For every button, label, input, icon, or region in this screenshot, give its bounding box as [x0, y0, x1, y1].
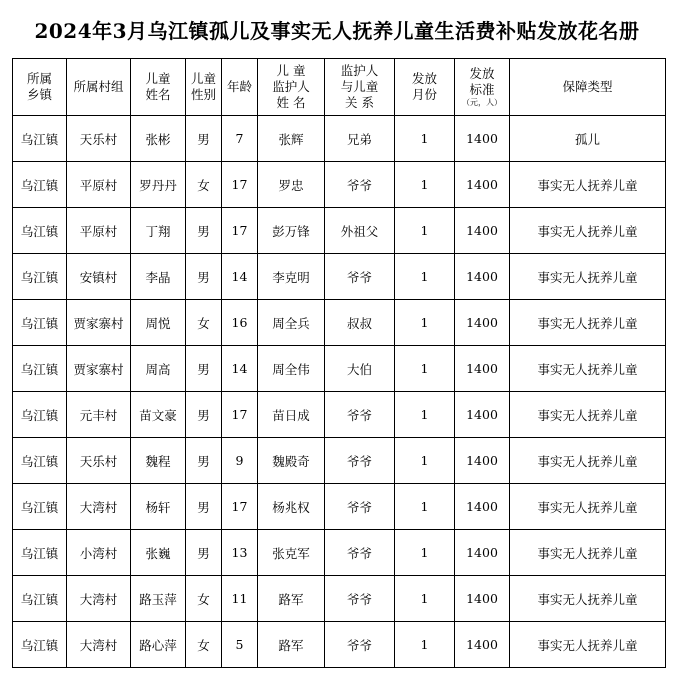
cell-child-gender: 男	[186, 392, 222, 438]
cell-child-gender: 男	[186, 254, 222, 300]
table-row	[13, 162, 666, 208]
cell-support-type: 事实无人抚养儿童	[510, 484, 666, 530]
header-text-line: 所属	[26, 71, 52, 86]
cell-child-name: 苗文豪	[131, 392, 186, 438]
table-row	[13, 346, 666, 392]
cell-payment-month: 1	[395, 622, 455, 668]
cell-relationship: 爷爷	[325, 484, 395, 530]
cell-guardian-name: 张克军	[258, 530, 325, 576]
cell-guardian-name: 路军	[258, 576, 325, 622]
cell-township: 乌江镇	[13, 622, 67, 668]
cell-village: 小湾村	[67, 530, 131, 576]
header-text-line: 儿童	[145, 71, 171, 86]
header-guardian-name	[258, 59, 325, 116]
cell-payment-standard: 1400	[455, 300, 510, 346]
cell-payment-standard: 1400	[455, 484, 510, 530]
cell-relationship: 大伯	[325, 346, 395, 392]
cell-payment-month: 1	[395, 530, 455, 576]
cell-age: 17	[222, 392, 258, 438]
cell-child-gender: 男	[186, 530, 222, 576]
cell-township: 乌江镇	[13, 346, 67, 392]
cell-village: 贾家寨村	[67, 346, 131, 392]
cell-age: 17	[222, 484, 258, 530]
cell-township: 乌江镇	[13, 208, 67, 254]
cell-payment-month: 1	[395, 576, 455, 622]
header-text-line: 发放	[469, 66, 495, 81]
cell-support-type: 事实无人抚养儿童	[510, 438, 666, 484]
cell-child-name: 路心萍	[131, 622, 186, 668]
cell-relationship: 爷爷	[325, 254, 395, 300]
cell-guardian-name: 彭万锋	[258, 208, 325, 254]
cell-age: 11	[222, 576, 258, 622]
cell-age: 9	[222, 438, 258, 484]
cell-child-gender: 女	[186, 300, 222, 346]
header-text-line: 标准	[469, 82, 495, 97]
cell-payment-standard: 1400	[455, 622, 510, 668]
cell-child-name: 李晶	[131, 254, 186, 300]
cell-child-gender: 男	[186, 484, 222, 530]
cell-village: 大湾村	[67, 622, 131, 668]
cell-guardian-name: 李克明	[258, 254, 325, 300]
cell-township: 乌江镇	[13, 438, 67, 484]
cell-age: 14	[222, 346, 258, 392]
cell-support-type: 孤儿	[510, 116, 666, 162]
cell-payment-month: 1	[395, 116, 455, 162]
cell-relationship: 爷爷	[325, 162, 395, 208]
cell-relationship: 兄弟	[325, 116, 395, 162]
cell-child-name: 杨轩	[131, 484, 186, 530]
cell-payment-month: 1	[395, 346, 455, 392]
cell-child-gender: 女	[186, 162, 222, 208]
cell-child-name: 路玉萍	[131, 576, 186, 622]
cell-township: 乌江镇	[13, 530, 67, 576]
cell-village: 元丰村	[67, 392, 131, 438]
table-row	[13, 254, 666, 300]
cell-support-type: 事实无人抚养儿童	[510, 530, 666, 576]
cell-child-gender: 男	[186, 116, 222, 162]
subsidy-roster-table	[12, 58, 666, 668]
cell-age: 7	[222, 116, 258, 162]
cell-relationship: 叔叔	[325, 300, 395, 346]
cell-village: 安镇村	[67, 254, 131, 300]
cell-child-gender: 男	[186, 208, 222, 254]
header-payment-standard	[455, 59, 510, 116]
header-text-line: 保障类型	[562, 79, 613, 94]
cell-payment-standard: 1400	[455, 208, 510, 254]
cell-payment-standard: 1400	[455, 116, 510, 162]
cell-child-gender: 男	[186, 346, 222, 392]
header-child-gender	[186, 59, 222, 116]
cell-township: 乌江镇	[13, 254, 67, 300]
header-text-line: 关 系	[345, 95, 374, 110]
header-text-line: 年龄	[226, 79, 252, 94]
header-text-line: 姓 名	[276, 95, 306, 110]
cell-relationship: 爷爷	[325, 622, 395, 668]
header-age	[222, 59, 258, 116]
header-text-line: 发放	[411, 71, 437, 86]
cell-child-gender: 女	[186, 622, 222, 668]
cell-guardian-name: 罗忠	[258, 162, 325, 208]
cell-child-gender: 男	[186, 438, 222, 484]
cell-payment-standard: 1400	[455, 530, 510, 576]
header-text-line: 所属村组	[73, 79, 124, 94]
cell-guardian-name: 杨兆权	[258, 484, 325, 530]
header-text-line: 监护人	[272, 79, 310, 94]
cell-payment-month: 1	[395, 254, 455, 300]
cell-payment-month: 1	[395, 438, 455, 484]
cell-child-name: 张巍	[131, 530, 186, 576]
cell-payment-month: 1	[395, 162, 455, 208]
cell-village: 贾家寨村	[67, 300, 131, 346]
cell-guardian-name: 周全兵	[258, 300, 325, 346]
cell-township: 乌江镇	[13, 162, 67, 208]
cell-child-name: 张彬	[131, 116, 186, 162]
cell-payment-standard: 1400	[455, 346, 510, 392]
page-title: 2024年3月乌江镇孤儿及事实无人抚养儿童生活费补贴发放花名册	[34, 18, 640, 43]
cell-payment-month: 1	[395, 208, 455, 254]
header-text-line: 儿 童	[276, 63, 306, 78]
cell-guardian-name: 魏殿奇	[258, 438, 325, 484]
cell-relationship: 爷爷	[325, 530, 395, 576]
header-relationship	[325, 59, 395, 116]
header-support-type	[510, 59, 666, 116]
cell-relationship: 爷爷	[325, 576, 395, 622]
cell-township: 乌江镇	[13, 300, 67, 346]
header-village	[67, 59, 131, 116]
cell-child-name: 丁翔	[131, 208, 186, 254]
cell-age: 14	[222, 254, 258, 300]
cell-guardian-name: 路军	[258, 622, 325, 668]
cell-payment-month: 1	[395, 392, 455, 438]
cell-age: 13	[222, 530, 258, 576]
cell-relationship: 外祖父	[325, 208, 395, 254]
cell-child-name: 魏程	[131, 438, 186, 484]
table-row	[13, 576, 666, 622]
cell-age: 17	[222, 162, 258, 208]
cell-payment-standard: 1400	[455, 576, 510, 622]
table-row	[13, 438, 666, 484]
cell-age: 17	[222, 208, 258, 254]
cell-township: 乌江镇	[13, 484, 67, 530]
cell-child-name: 周悦	[131, 300, 186, 346]
header-payment-month	[395, 59, 455, 116]
table-body	[13, 116, 666, 668]
cell-relationship: 爷爷	[325, 438, 395, 484]
header-text-line: 与儿童	[340, 79, 379, 94]
cell-support-type: 事实无人抚养儿童	[510, 162, 666, 208]
cell-guardian-name: 苗日成	[258, 392, 325, 438]
table-row	[13, 530, 666, 576]
cell-payment-standard: 1400	[455, 162, 510, 208]
header-text-line: 月份	[411, 87, 437, 102]
cell-payment-standard: 1400	[455, 254, 510, 300]
cell-support-type: 事实无人抚养儿童	[510, 622, 666, 668]
table-row	[13, 622, 666, 668]
cell-payment-month: 1	[395, 484, 455, 530]
table-row	[13, 484, 666, 530]
header-text-line: 性别	[190, 87, 216, 102]
table-row	[13, 116, 666, 162]
cell-payment-standard: 1400	[455, 438, 510, 484]
cell-village: 大湾村	[67, 484, 131, 530]
cell-township: 乌江镇	[13, 392, 67, 438]
cell-payment-standard: 1400	[455, 392, 510, 438]
cell-township: 乌江镇	[13, 116, 67, 162]
cell-guardian-name: 张辉	[258, 116, 325, 162]
cell-support-type: 事实无人抚养儿童	[510, 300, 666, 346]
header-row	[13, 59, 666, 116]
cell-relationship: 爷爷	[325, 392, 395, 438]
header-text-line: 乡镇	[26, 87, 52, 102]
header-text-line: 姓名	[145, 87, 171, 102]
table-row	[13, 392, 666, 438]
cell-child-name: 罗丹丹	[131, 162, 186, 208]
cell-child-name: 周高	[131, 346, 186, 392]
cell-support-type: 事实无人抚养儿童	[510, 392, 666, 438]
cell-child-gender: 女	[186, 576, 222, 622]
cell-age: 16	[222, 300, 258, 346]
table-row	[13, 300, 666, 346]
header-unit-note: （元，人）	[462, 98, 502, 107]
header-township	[13, 59, 67, 116]
cell-support-type: 事实无人抚养儿童	[510, 208, 666, 254]
header-child-name	[131, 59, 186, 116]
cell-village: 天乐村	[67, 438, 131, 484]
header-text-line: 儿童	[190, 71, 216, 86]
cell-payment-month: 1	[395, 300, 455, 346]
cell-village: 天乐村	[67, 116, 131, 162]
cell-support-type: 事实无人抚养儿童	[510, 346, 666, 392]
cell-age: 5	[222, 622, 258, 668]
header-text-line: 监护人	[340, 63, 379, 78]
cell-village: 平原村	[67, 162, 131, 208]
cell-village: 大湾村	[67, 576, 131, 622]
cell-support-type: 事实无人抚养儿童	[510, 576, 666, 622]
table-row	[13, 208, 666, 254]
cell-guardian-name: 周全伟	[258, 346, 325, 392]
cell-village: 平原村	[67, 208, 131, 254]
cell-support-type: 事实无人抚养儿童	[510, 254, 666, 300]
cell-township: 乌江镇	[13, 576, 67, 622]
